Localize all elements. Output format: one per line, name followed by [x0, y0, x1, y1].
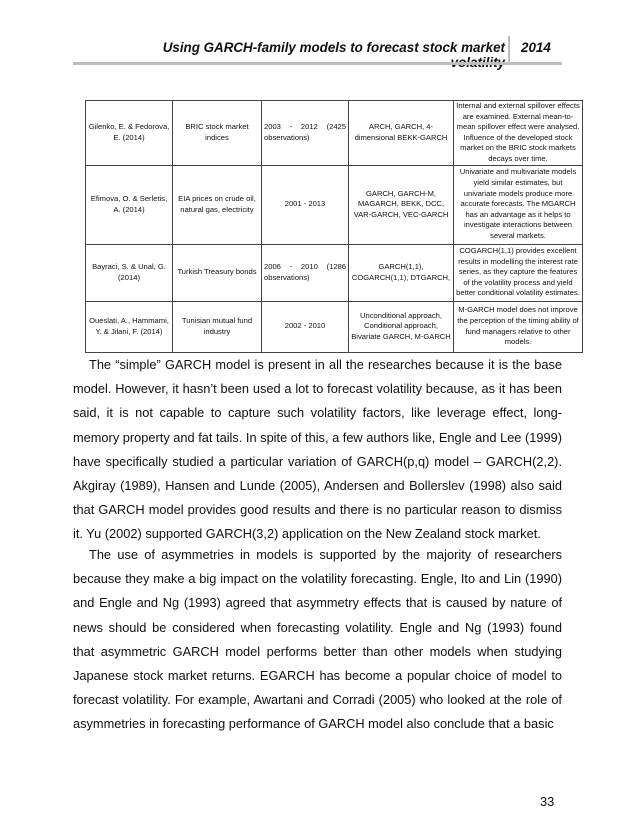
- cell-results: Internal and external spillover effects are examined. External mean-to-mean spillover effect were analysed. Influence of the developed stock market on the BRIC stock markets decays over time.: [454, 101, 583, 166]
- cell-authors: Efimova, O. & Serletis, A. (2014): [86, 165, 173, 244]
- cell-authors: Bayraci, S. & Unal, G. (2014): [86, 244, 173, 301]
- cell-results: COGARCH(1,1) provides excellent results in modelling the interest rate series, as they capture the features of the volatility process and yield better conditional volatility estimates.: [454, 244, 583, 301]
- running-header: [73, 36, 561, 60]
- cell-authors: Oueslati, A., Hammami, Y. & Jilani, F. (2014): [86, 301, 173, 352]
- cell-models: GARCH(1,1), COGARCH(1,1), DTGARCH,: [349, 244, 454, 301]
- cell-period: 2003 - 2012 (2425 observations): [262, 101, 349, 166]
- page-number: 33: [540, 794, 555, 809]
- body-paragraph: The “simple” GARCH model is present in all the researches because it is the base model. However, it hasn’t been used a lot to forecast volatility because, as it has been said, it is not capable to capture such volatility factors, like leverage effect, long-memory property and fat tails. In spite of this, a few authors like, Engle and Lee (1999) have specifically studied a particular variation of GARCH(p,q) model – GARCH(2,2). Akgiray (1989), Hansen and Lunde (2005), Andersen and Bollerslev (1998) also said that GARCH model provides good results and there is no particular reason to dismiss it. Yu (2002) supported GARCH(3,2) application on the New Zealand stock market.: [73, 357, 562, 542]
- cell-results: M-GARCH model does not improve the perception of the timing ability of fund managers relative to other models.: [454, 301, 583, 352]
- cell-period: 2006 - 2010 (1286 observations): [262, 244, 349, 301]
- header-rule: [73, 62, 562, 65]
- cell-data: BRIC stock market indices: [173, 101, 262, 166]
- cell-period: 2001 - 2013: [262, 165, 349, 244]
- header-divider: [508, 36, 510, 62]
- cell-models: Unconditional approach, Conditional approach, Bivariate GARCH, M-GARCH: [349, 301, 454, 352]
- cell-data: Tunisian mutual fund industry: [173, 301, 262, 352]
- body-paragraph: The use of asymmetries in models is supported by the majority of researchers because they make a big impact on the volatility forecasting. Engle, Ito and Lin (1990) and Engle and Ng (1993) agreed that asymmetry effects that is caused by nature of news should be considered when forecasting volatility. Engle and Ng (1993) found that asymmetric GARCH model performs better than other models when studying Japanese stock market returns. EGARCH has become a popular choice of model to forecast volatility. For example, Awartani and Corradi (2005) who looked at the role of asymmetries in forecasting performance of GARCH model also conclude that a basic: [73, 547, 562, 732]
- header-year: 2014: [521, 40, 551, 55]
- cell-authors: Gilenko, E. & Fedorova, E. (2014): [86, 101, 173, 166]
- cell-data: Turkish Treasury bonds: [173, 244, 262, 301]
- literature-table: [85, 100, 583, 353]
- table-row: [86, 101, 583, 166]
- table-row: [86, 165, 583, 244]
- table-row: [86, 301, 583, 352]
- cell-models: ARCH, GARCH, 4-dimensional BEKK-GARCH: [349, 101, 454, 166]
- cell-data: EIA prices on crude oil, natural gas, electricity: [173, 165, 262, 244]
- table-row: [86, 244, 583, 301]
- cell-models: GARCH, GARCH-M, MAGARCH, BEKK, DCC, VAR-GARCH, VEC-GARCH: [349, 165, 454, 244]
- cell-results: Univariate and multivariate models yield similar estimates, but univariate models produce more accurate forecasts. The MGARCH has an advantage as it helps to investigate interactions between several markets.: [454, 165, 583, 244]
- header-title: Using GARCH-family models to forecast stock market: [162, 40, 505, 55]
- cell-period: 2002 - 2010: [262, 301, 349, 352]
